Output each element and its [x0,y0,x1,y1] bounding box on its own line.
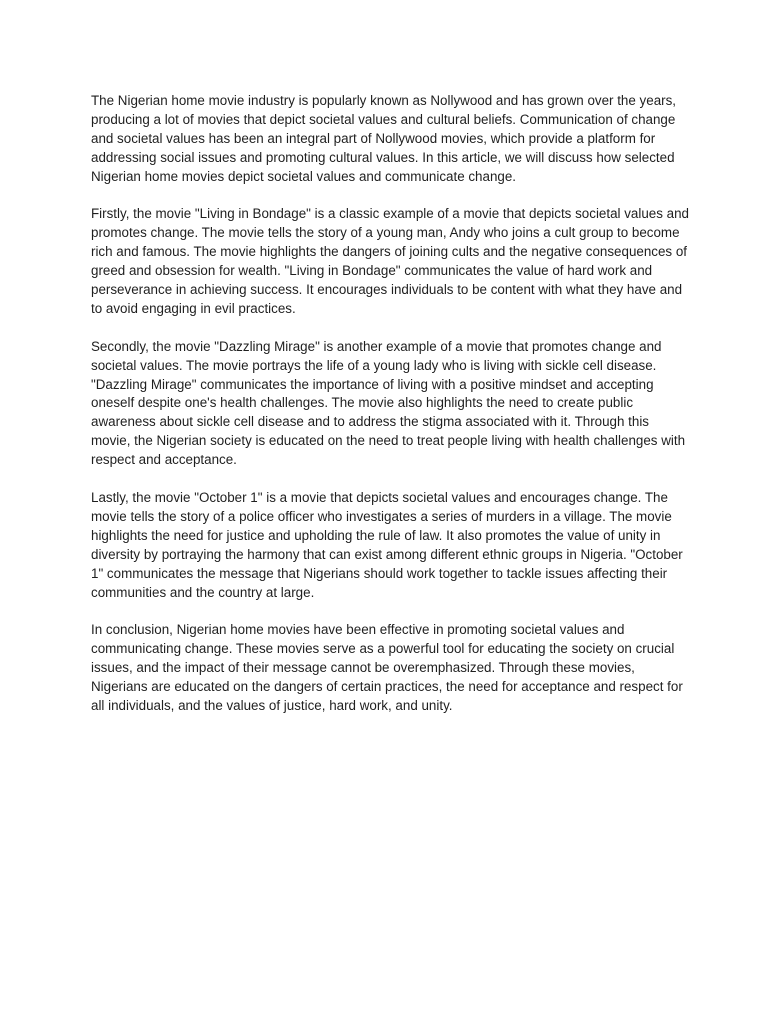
paragraph-living-in-bondage: Firstly, the movie "Living in Bondage" is a classic example of a movie that depicts societal values and promotes change. The movie tells the story of a young man, Andy who joins a cult group to become rich and famous. The movie highlights the dangers of joining cults and the negative consequences of greed and obsession for wealth. "Living in Bondage" communicates the value of hard work and perseverance in achieving success. It encourages individuals to be content with what they have and to avoid engaging in evil practices. [91,206,689,316]
paragraph-conclusion: In conclusion, Nigerian home movies have been effective in promoting societal values and communicating change. These movies serve as a powerful tool for educating the society on crucial issues, and the impact of their message cannot be overemphasized. Through these movies, Nigerians are educated on the dangers of certain practices, the need for acceptance and respect for all individuals, and the values of justice, hard work, and unity. [91,622,683,713]
paragraph-intro: The Nigerian home movie industry is popularly known as Nollywood and has grown over the years, producing a lot of movies that depict societal values and cultural beliefs. Communication of change and societal values has been an integral part of Nollywood movies, which provide a platform for addressing social issues and promoting cultural values. In this article, we will discuss how selected Nigerian home movies depict societal values and communicate change. [91,93,677,184]
document-body [91,92,689,735]
paragraph-october-1: Lastly, the movie "October 1" is a movie that depicts societal values and encourages change. The movie tells the story of a police officer who investigates a series of murders in a village. The movie highlights the need for justice and upholding the rule of law. It also promotes the value of unity in diversity by portraying the harmony that can exist among different ethnic groups in Nigeria. "October 1" communicates the message that Nigerians should work together to tackle issues affecting their communities and the country at large. [91,489,683,600]
paragraph-dazzling-mirage: Secondly, the movie "Dazzling Mirage" is another example of a movie that promotes change and societal values. The movie portrays the life of a young lady who is living with sickle cell disease. "Dazzling Mirage" communicates the importance of living with a positive mindset and accepting oneself despite one's health challenges. The movie also highlights the need to create public awareness about sickle cell disease and to address the stigma associated with it. Through this movie, the Nigerian society is educated on the need to treat people living with health challenges with respect and acceptance. [91,338,686,468]
